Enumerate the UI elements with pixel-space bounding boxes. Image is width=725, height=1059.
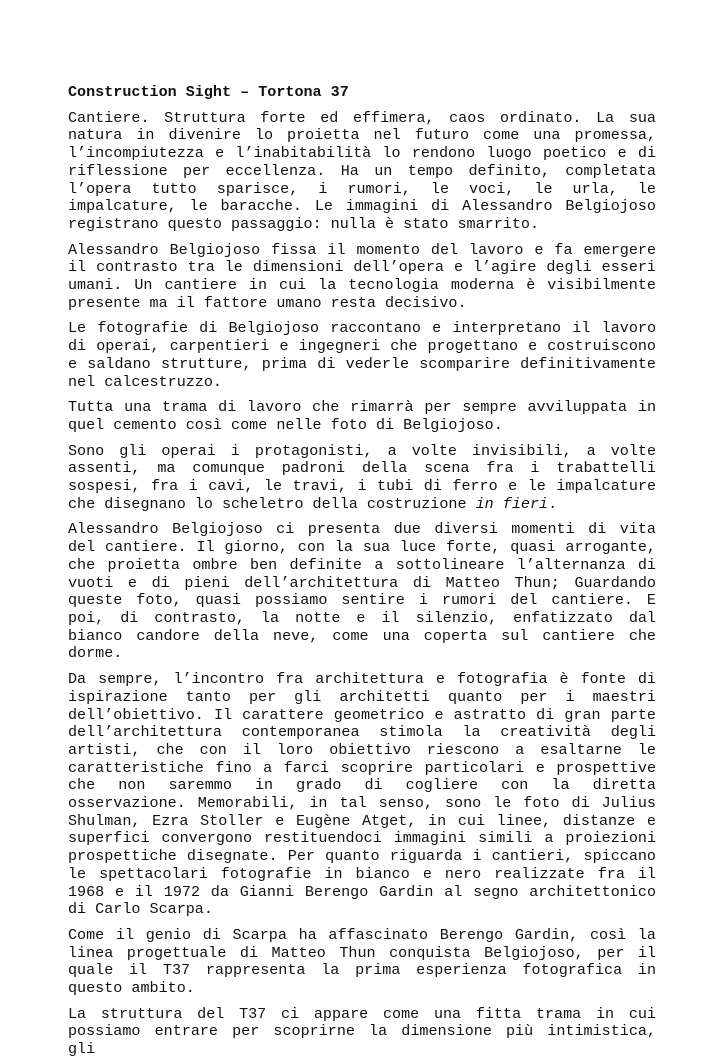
paragraph-5 xyxy=(68,443,656,514)
paragraph-text: Come il genio di Scarpa ha affascinato Berengo Gardin, così la linea progettuale di Matteo Thun conquista Belgiojoso, per il quale il T37 rappresenta la prima esperienza fotografica in questo ambito. xyxy=(68,925,656,998)
paragraph-text: Da sempre, l’incontro fra architettura e fotografia è fonte di ispirazione tanto per gli architetti quanto per i maestri dell’obiettivo. Il carattere geometrico e astratto di gran parte dell’architettura contemporanea stimola la creatività degli artisti, che con il loro obiettivo riescono a esaltarne le caratteristiche fino a farci scoprire particolari e prospettive che non saremmo in grado di cogliere con la diretta osservazione. Memorabili, in tal senso, sono le foto di Julius Shulman, Ezra Stoller e Eugène Atget, in cui linee, distanze e superfici convergono restituendoci immagini simili a proiezioni prospettiche disegnate. Per quanto riguarda i cantieri, spiccano le spettacolari fotografie in bianco e nero realizzate fra il 1968 e il 1972 da Gianni Berengo Gardin al segno architettonico di Carlo Scarpa. xyxy=(68,670,656,919)
paragraph-text: La struttura del T37 ci appare come una fitta trama in cui possiamo entrare per scoprirne la dimensione più intimistica, gli xyxy=(68,1004,656,1059)
paragraph-text-end: . xyxy=(548,494,558,513)
paragraph-4 xyxy=(68,399,656,434)
paragraph-text: Alessandro Belgiojoso ci presenta due diversi momenti di vita del cantiere. Il giorno, con la sua luce forte, quasi arrogante, che proietta ombre ben definite a sottolineare l’alternanza di vuoti e di pieni dell’architettura di Matteo Thun; Guardando queste foto, quasi possiamo sentire i rumori del cantiere. E poi, di contrasto, la notte e il silenzio, enfatizzato dal bianco candore della neve, come una coperta sul cantiere che dorme. xyxy=(68,520,656,663)
paragraph-text: Sono gli operai i protagonisti, a volte invisibili, a volte assenti, ma comunque padroni della scena fra i trabattelli sospesi, fra i cavi, le travi, i tubi di ferro e le impalcature che disegnano lo scheletro della costruzione xyxy=(68,441,656,513)
paragraph-9 xyxy=(68,1006,656,1059)
paragraph-8 xyxy=(68,927,656,998)
paragraph-7 xyxy=(68,671,656,919)
paragraph-6 xyxy=(68,521,656,663)
paragraph-text: Tutta una trama di lavoro che rimarrà per sempre avviluppata in quel cemento così come nelle foto di Belgiojoso. xyxy=(68,398,656,434)
document-page xyxy=(68,84,656,1059)
paragraph-1 xyxy=(68,110,656,234)
paragraph-text: Cantiere. Struttura forte ed effimera, caos ordinato. La sua natura in divenire lo proietta nel futuro come una promessa, l’incompiutezza e l’inabitabilità lo rendono luogo poetico e di riflessione per eccellenza. Ha un tempo definito, completata l’opera tutto sparisce, i rumori, le voci, le urla, le impalcature, le baracche. Le immagini di Alessandro Belgiojoso registrano questo passaggio: nulla è stato smarrito. xyxy=(68,108,656,233)
document-title: Construction Sight – Tortona 37 xyxy=(68,83,349,101)
italic-term: in fieri xyxy=(475,494,549,513)
paragraph-2 xyxy=(68,242,656,313)
paragraph-3 xyxy=(68,320,656,391)
paragraph-text: Alessandro Belgiojoso fissa il momento del lavoro e fa emergere il contrasto tra le dimensioni dell’opera e l’agire degli esseri umani. Un cantiere in cui la tecnologia moderna è visibilmente presente ma il fattore umano resta decisivo. xyxy=(68,240,656,312)
paragraph-text: Le fotografie di Belgiojoso raccontano e interpretano il lavoro di operai, carpentieri e ingegneri che progettano e costruiscono e saldano strutture, prima di vederle scomparire definitivamente nel calcestruzzo. xyxy=(68,319,656,391)
